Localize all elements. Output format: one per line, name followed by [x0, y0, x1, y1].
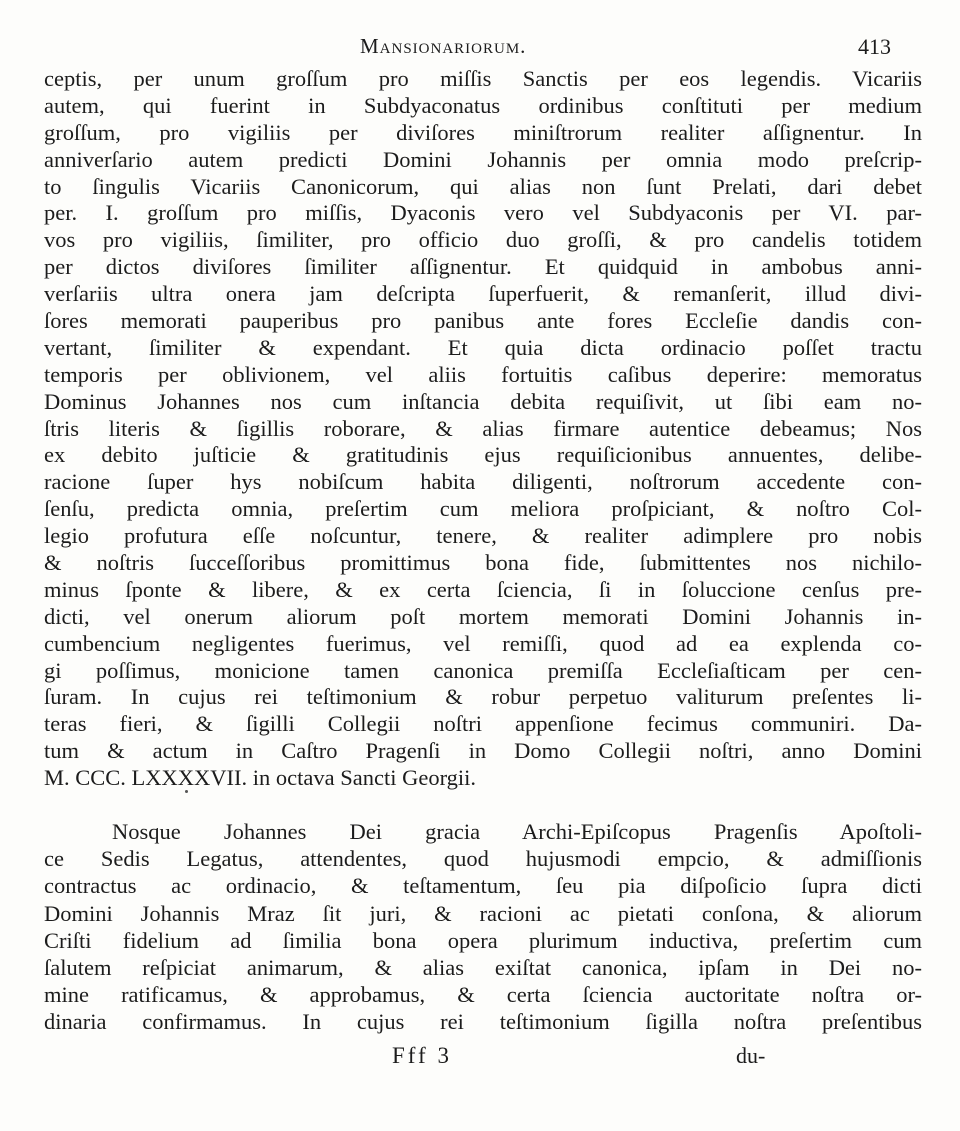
text-line: Criſti fidelium ad ſimilia bona opera plurimum inductiva, preſertim cum	[44, 927, 922, 953]
text-line: dicti, vel onerum aliorum poſt mortem memorati Domini Johannis in-	[44, 603, 922, 629]
signature-mark: Fff 3	[392, 1043, 452, 1068]
text-line: Domini Johannis Mraz ſit juri, & racioni ac pietati conſona, & aliorum	[44, 900, 922, 926]
page-footer	[0, 1043, 960, 1073]
paragraph-2	[44, 818, 922, 1036]
catchword: du-	[736, 1043, 766, 1068]
text-line: autem, qui fuerint in Subdyaconatus ordinibus conſtituti per medium	[44, 92, 922, 118]
text-line: ſalutem reſpiciat animarum, & alias exiſtat canonica, ipſam in Dei no-	[44, 954, 922, 980]
text-line: ſuram. In cujus rei teſtimonium & robur perpetuo valiturum preſentes li-	[44, 684, 922, 710]
text-line: Dominus Johannes nos cum inſtancia debita requiſivit, ut ſibi eam no-	[44, 388, 922, 414]
text-line: ceptis, per unum groſſum pro miſſis Sanctis per eos legendis. Vicariis	[44, 66, 922, 91]
text-line: teras fieri, & ſigilli Collegii noſtri appenſione fecimus communiri. Da-	[44, 711, 922, 737]
text-line: ſtris literis & ſigillis roborare, & alias firmare autentice debeamus; Nos	[44, 415, 922, 441]
text-line: anniverſario autem predicti Domini Johannis per omnia modo preſcrip-	[44, 146, 922, 172]
text-line: per dictos diviſores ſimiliter aſſignentur. Et quidquid in ambobus anni-	[44, 254, 922, 280]
text-line: per. I. groſſum pro miſſis, Dyaconis vero vel Subdyaconis per VI. par-	[44, 200, 922, 226]
text-line: ſenſu, predicta omnia, preſertim cum meliora proſpiciant, & noſtro Col-	[44, 496, 922, 522]
text-line: temporis per oblivionem, vel aliis fortuitis caſibus deperire: memoratus	[44, 361, 922, 387]
text-line: ſores memorati pauperibus pro panibus ante fores Eccleſie dandis con-	[44, 308, 922, 334]
running-title: Mansionariorum.	[360, 34, 527, 58]
text-line: cumbencium negligentes fuerimus, vel remiſſi, quod ad ea explenda co-	[44, 630, 922, 656]
text-line: to ſingulis Vicariis Canonicorum, qui alias non ſunt Prelati, dari debet	[44, 173, 922, 199]
text-line: tum & actum in Caſtro Pragenſi in Domo Collegii noſtri, anno Domini	[44, 738, 922, 764]
text-line: minus ſponte & libere, & ex certa ſciencia, ſi in ſoluccione cenſus pre-	[44, 576, 922, 602]
ink-speck	[185, 790, 188, 793]
text-line: ce Sedis Legatus, attendentes, quod hujusmodi empcio, & admiſſionis	[44, 846, 922, 872]
text-line: Nosque Johannes Dei gracia Archi-Epiſcopus Pragenſis Apoſtoli-	[112, 819, 922, 844]
text-line: dinaria confirmamus. In cujus rei teſtimonium ſigilla noſtra preſentibus	[44, 1009, 922, 1035]
page-number: 413	[858, 34, 891, 59]
text-line: vertant, ſimiliter & expendant. Et quia dicta ordinacio poſſet tractu	[44, 334, 922, 360]
running-head	[0, 30, 960, 60]
text-line: gi poſſimus, monicione tamen canonica premiſſa Eccleſiaſticam per cen-	[44, 657, 922, 683]
text-line: mine ratificamus, & approbamus, & certa ſciencia auctoritate noſtra or-	[44, 982, 922, 1008]
text-line: contractus ac ordinacio, & teſtamentum, ſeu pia diſpoſicio ſupra dicti	[44, 873, 922, 899]
text-line: & noſtris ſucceſſoribus promittimus bona fide, ſubmittentes nos nichilo-	[44, 550, 922, 576]
text-line: groſſum, pro vigiliis per diviſores miniſtrorum realiter aſſignentur. In	[44, 119, 922, 145]
text-line: ex debito juſticie & gratitudinis ejus requiſicionibus annuentes, delibe-	[44, 442, 922, 468]
text-line: legio profutura eſſe noſcuntur, tenere, & realiter adimplere pro nobis	[44, 523, 922, 549]
paragraph-1	[44, 66, 922, 792]
text-line: M. CCC. LXXXXVII. in octava Sancti Georgii.	[44, 765, 477, 791]
text-line: vos pro vigiliis, ſimiliter, pro officio duo groſſi, & pro candelis totidem	[44, 227, 922, 253]
text-line: verſariis ultra onera jam deſcripta ſuperfuerit, & remanſerit, illud divi-	[44, 281, 922, 307]
text-line: racione ſuper hys nobiſcum habita diligenti, noſtrorum accedente con-	[44, 469, 922, 495]
